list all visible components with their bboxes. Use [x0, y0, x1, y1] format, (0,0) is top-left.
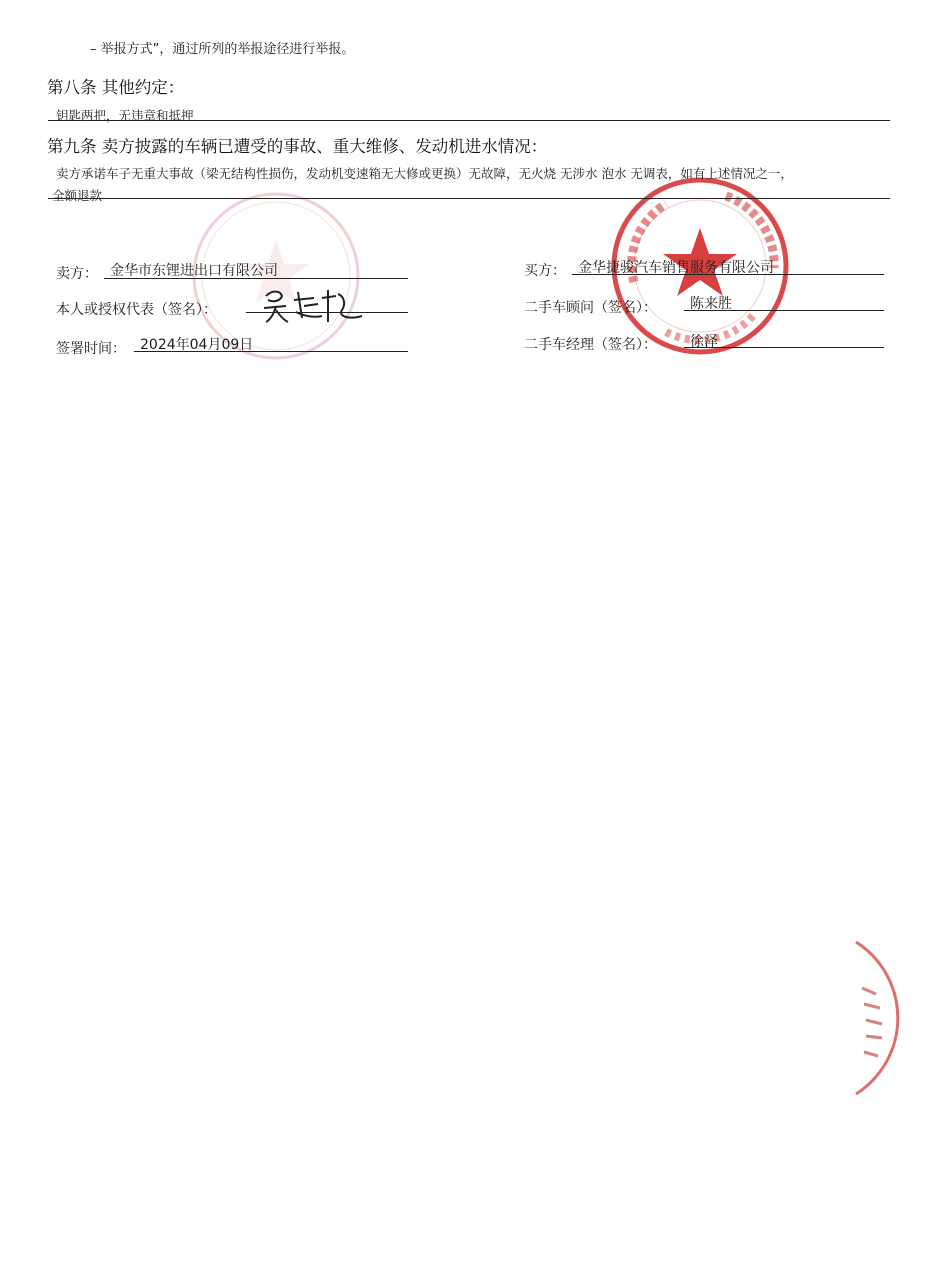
- seller-name-line: [104, 278, 408, 279]
- article-9-heading: 第九条 卖方披露的车辆已遭受的事故、重大维修、发动机进水情况：: [47, 137, 548, 156]
- advisor-label: 二手车顾问（签名）：: [524, 300, 657, 316]
- sign-time-line: [134, 351, 408, 352]
- manager-line: [684, 347, 884, 348]
- buyer-label: 买方：: [524, 263, 566, 279]
- seller-name: 金华市东锂进出口有限公司: [110, 263, 278, 279]
- report-method-line: – 举报方式”，通过所列的举报途径进行举报。: [90, 42, 355, 57]
- seller-label: 卖方：: [56, 266, 98, 282]
- buyer-name: 金华捷骏汽车销售服务有限公司: [578, 260, 774, 276]
- seller-handwritten-signature: [258, 282, 368, 326]
- article-8-heading: 第八条 其他约定：: [47, 78, 185, 97]
- page-seam-seal: [842, 938, 902, 1098]
- advisor-line: [684, 310, 884, 311]
- advisor-name: 陈来胜: [690, 296, 732, 312]
- seller-rep-label: 本人或授权代表（签名）：: [56, 302, 217, 318]
- sign-time-label: 签署时间：: [56, 341, 126, 357]
- article-9-text-line2: 全额退款: [52, 188, 103, 203]
- manager-label: 二手车经理（签名）：: [524, 337, 657, 353]
- article-8-underline: [48, 120, 890, 121]
- article-8-text: 钥匙两把，无违章和抵押: [56, 108, 194, 123]
- buyer-name-line: [572, 274, 884, 275]
- sign-time-value: 2024年04月09日: [140, 337, 254, 353]
- article-9-underline: [48, 198, 890, 199]
- article-9-text-line1: 卖方承诺车子无重大事故（梁无结构性损伤，发动机变速箱无大修或更换）无故障，无火烧 无涉水 泡水 无调表，如有上述情况之一，: [56, 166, 793, 181]
- manager-name: 徐泽: [690, 334, 718, 350]
